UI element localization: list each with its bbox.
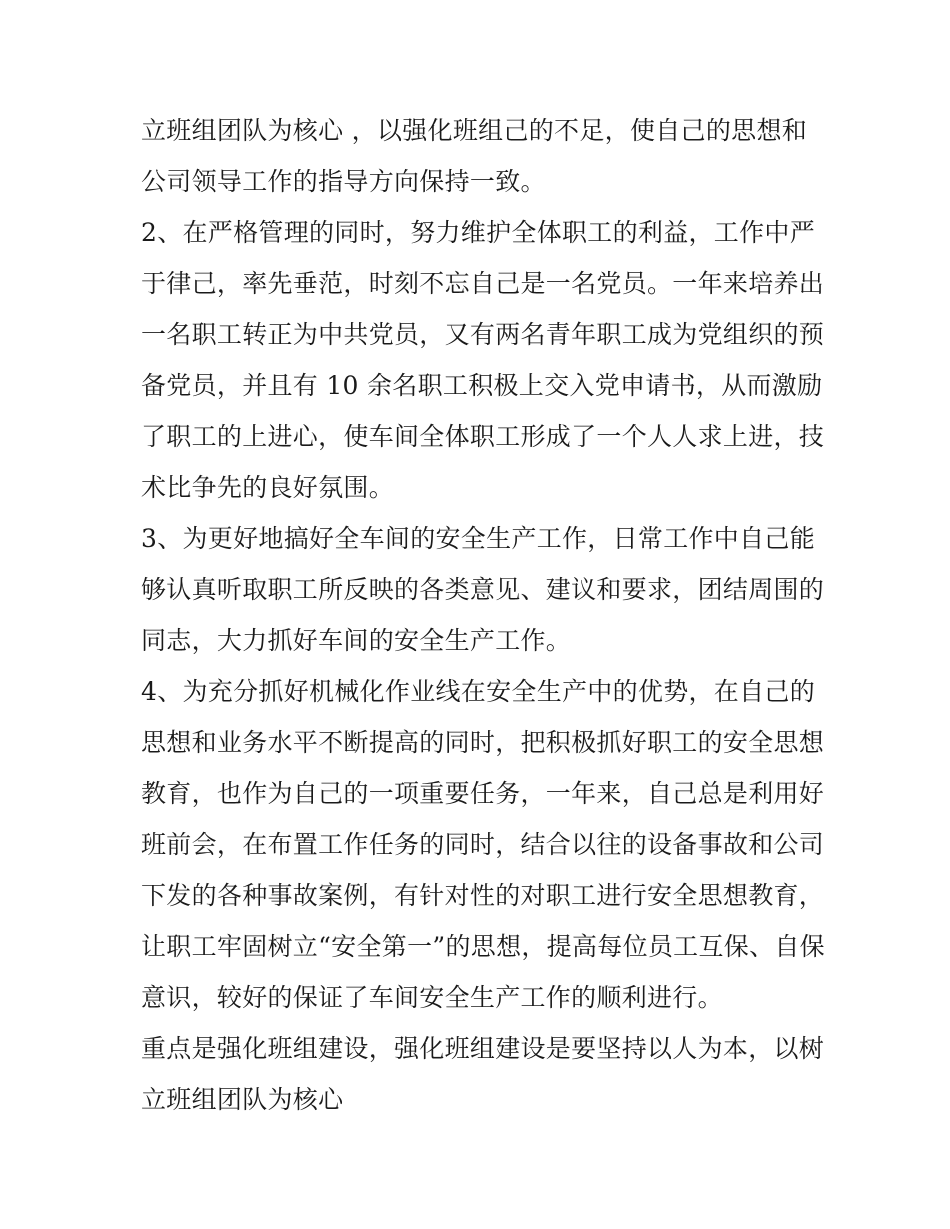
text-line: 班前会，在布置工作任务的同时，结合以往的设备事故和公司 [141,830,825,859]
text-line: 术比争先的良好氛围。 [141,473,395,502]
text-line: 备党员，并且有 10 余名职工积极上交入党申请书，从而激励 [141,371,823,400]
text-line: 一名职工转正为中共党员，又有两名青年职工成为党组织的预 [141,320,825,349]
text-line: 于律己，率先垂范，时刻不忘自己是一名党员。一年来培养出 [141,269,825,298]
text-line: 意识，较好的保证了车间安全生产工作的顺利进行。 [141,983,723,1012]
text-line: 重点是强化班组建设，强化班组建设是要坚持以人为本，以树 [141,1034,825,1063]
text-line: 教育，也作为自己的一项重要任务，一年来，自己总是利用好 [141,779,825,808]
text-line: 3、为更好地搞好全车间的安全生产工作，日常工作中自己能 [141,524,816,553]
text-line: 2、在严格管理的同时，努力维护全体职工的利益，工作中严 [141,218,816,247]
text-line: 够认真听取职工所反映的各类意见、建议和要求，团结周围的 [141,575,825,604]
text-line: 立班组团队为核心 [141,1085,344,1114]
text-line: 同志，大力抓好车间的安全生产工作。 [141,626,572,655]
text-line: 让职工牢固树立“安全第一”的思想，提高每位员工互保、自保 [141,932,825,961]
text-line: 下发的各种事故案例，有针对性的对职工进行安全思想教育， [141,881,825,910]
text-line: 了职工的上进心，使车间全体职工形成了一个人人求上进，技 [141,422,825,451]
text-line: 公司领导工作的指导方向保持一致。 [141,167,546,196]
text-line: 立班组团队为核心 ，以强化班组己的不足，使自己的思想和 [141,116,808,145]
text-line: 4、为充分抓好机械化作业线在安全生产中的优势，在自己的 [141,677,816,706]
text-line: 思想和业务水平不断提高的同时，把积极抓好职工的安全思想 [141,728,825,757]
